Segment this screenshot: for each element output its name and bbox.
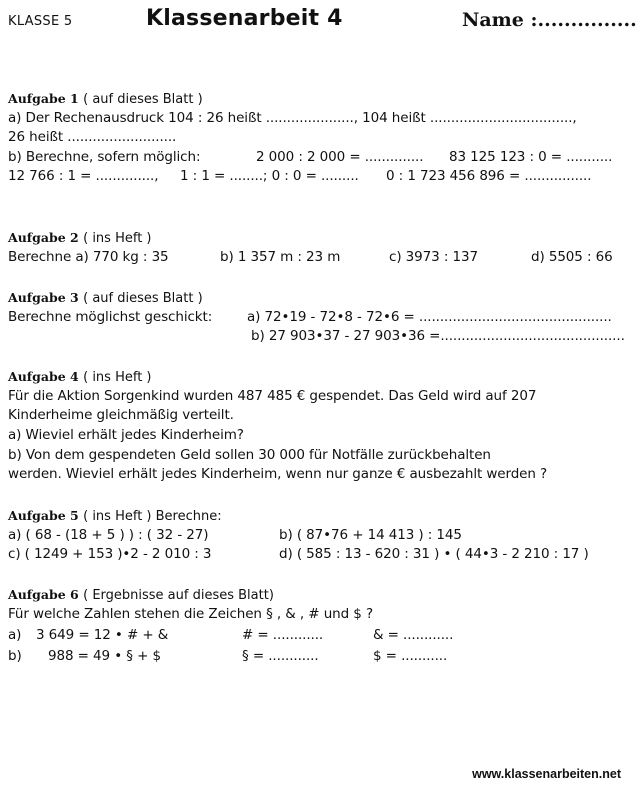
task-1-b-expr-2: 83 125 123 : 0 = ...........	[449, 149, 613, 165]
task-1-line-2: 26 heißt ..........................	[8, 129, 177, 145]
task-4-heading	[8, 369, 152, 385]
task-1-title: Aufgabe 1	[8, 91, 79, 106]
task-1-b-expr-5: 0 : 1 723 456 896 = ................	[386, 168, 592, 184]
task-4-line-2: Kinderheime gleichmäßig verteilt.	[8, 407, 234, 423]
task-2-heading	[8, 230, 152, 246]
task-2-d: d) 5505 : 66	[531, 249, 613, 265]
task-5-a: a) ( 68 - (18 + 5 ) ) : ( 32 - 27)	[8, 527, 209, 543]
task-3-a: a) 72•19 - 72•8 - 72•6 = ..............................................	[247, 309, 612, 325]
page-title: Klassenarbeit 4	[146, 6, 343, 31]
task-5-heading	[8, 508, 222, 524]
task-3-note: ( auf dieses Blatt )	[83, 291, 203, 306]
task-6-a-equation: 3 649 = 12 • # + &	[36, 627, 169, 643]
task-6-heading	[8, 587, 274, 603]
class-label: KLASSE 5	[8, 14, 73, 29]
task-2-title: Aufgabe 2	[8, 230, 79, 245]
task-4-line-1: Für die Aktion Sorgenkind wurden 487 485 € gespendet. Das Geld wird auf 207	[8, 388, 537, 404]
task-1-heading	[8, 91, 203, 107]
task-3-heading	[8, 290, 203, 306]
task-6-b-answer-dollar[interactable]: $ = ...........	[373, 648, 448, 664]
task-4-note: ( ins Heft )	[83, 370, 152, 385]
task-1-b-expr-4: 1 : 1 = ........; 0 : 0 = .........	[180, 168, 359, 184]
task-3-title: Aufgabe 3	[8, 290, 79, 305]
task-2-note: ( ins Heft )	[83, 231, 152, 246]
task-4-line-3: a) Wieviel erhält jedes Kinderheim?	[8, 427, 244, 443]
name-field[interactable]: Name :...............	[462, 9, 637, 31]
task-2-c: c) 3973 : 137	[389, 249, 478, 265]
task-1-b-label: b) Berechne, sofern möglich:	[8, 149, 201, 165]
footer-url: www.klassenarbeiten.net	[472, 767, 621, 781]
task-6-b-answer-para[interactable]: § = ............	[242, 648, 319, 664]
task-6-b-equation: 988 = 49 • § + $	[48, 648, 162, 664]
task-6-note: ( Ergebnisse auf dieses Blatt)	[83, 588, 274, 603]
task-3-b: b) 27 903•37 - 27 903•36 =............................................	[251, 328, 625, 344]
task-5-b: b) ( 87•76 + 14 413 ) : 145	[279, 527, 462, 543]
task-6-title: Aufgabe 6	[8, 587, 79, 602]
task-1-line-1: a) Der Rechenausdruck 104 : 26 heißt ....................., 104 heißt ..................................,	[8, 110, 577, 126]
task-4-line-5: werden. Wieviel erhält jedes Kinderheim, wenn nur ganze € ausbezahlt werden ?	[8, 466, 548, 482]
task-2-a: Berechne a) 770 kg : 35	[8, 249, 169, 265]
task-5-note: ( ins Heft ) Berechne:	[83, 509, 222, 524]
task-6-a-answer-amp[interactable]: & = ............	[373, 627, 454, 643]
task-1-b-expr-1: 2 000 : 2 000 = ..............	[256, 149, 424, 165]
task-2-b: b) 1 357 m : 23 m	[220, 249, 341, 265]
task-4-line-4: b) Von dem gespendeten Geld sollen 30 000 für Notfälle zurückbehalten	[8, 447, 491, 463]
task-1-b-expr-3: 12 766 : 1 = ..............,	[8, 168, 159, 184]
task-5-title: Aufgabe 5	[8, 508, 79, 523]
task-6-a-label: a)	[8, 627, 22, 643]
task-4-title: Aufgabe 4	[8, 369, 79, 384]
task-5-d: d) ( 585 : 13 - 620 : 31 ) • ( 44•3 - 2 210 : 17 )	[279, 546, 589, 562]
task-6-a-answer-hash[interactable]: # = ............	[242, 627, 324, 643]
task-6-b-label: b)	[8, 648, 22, 664]
task-6-question: Für welche Zahlen stehen die Zeichen § , & , # und $ ?	[8, 606, 374, 622]
task-1-note: ( auf dieses Blatt )	[83, 92, 203, 107]
task-5-c: c) ( 1249 + 153 )•2 - 2 010 : 3	[8, 546, 212, 562]
task-3-label: Berechne möglichst geschickt:	[8, 309, 213, 325]
